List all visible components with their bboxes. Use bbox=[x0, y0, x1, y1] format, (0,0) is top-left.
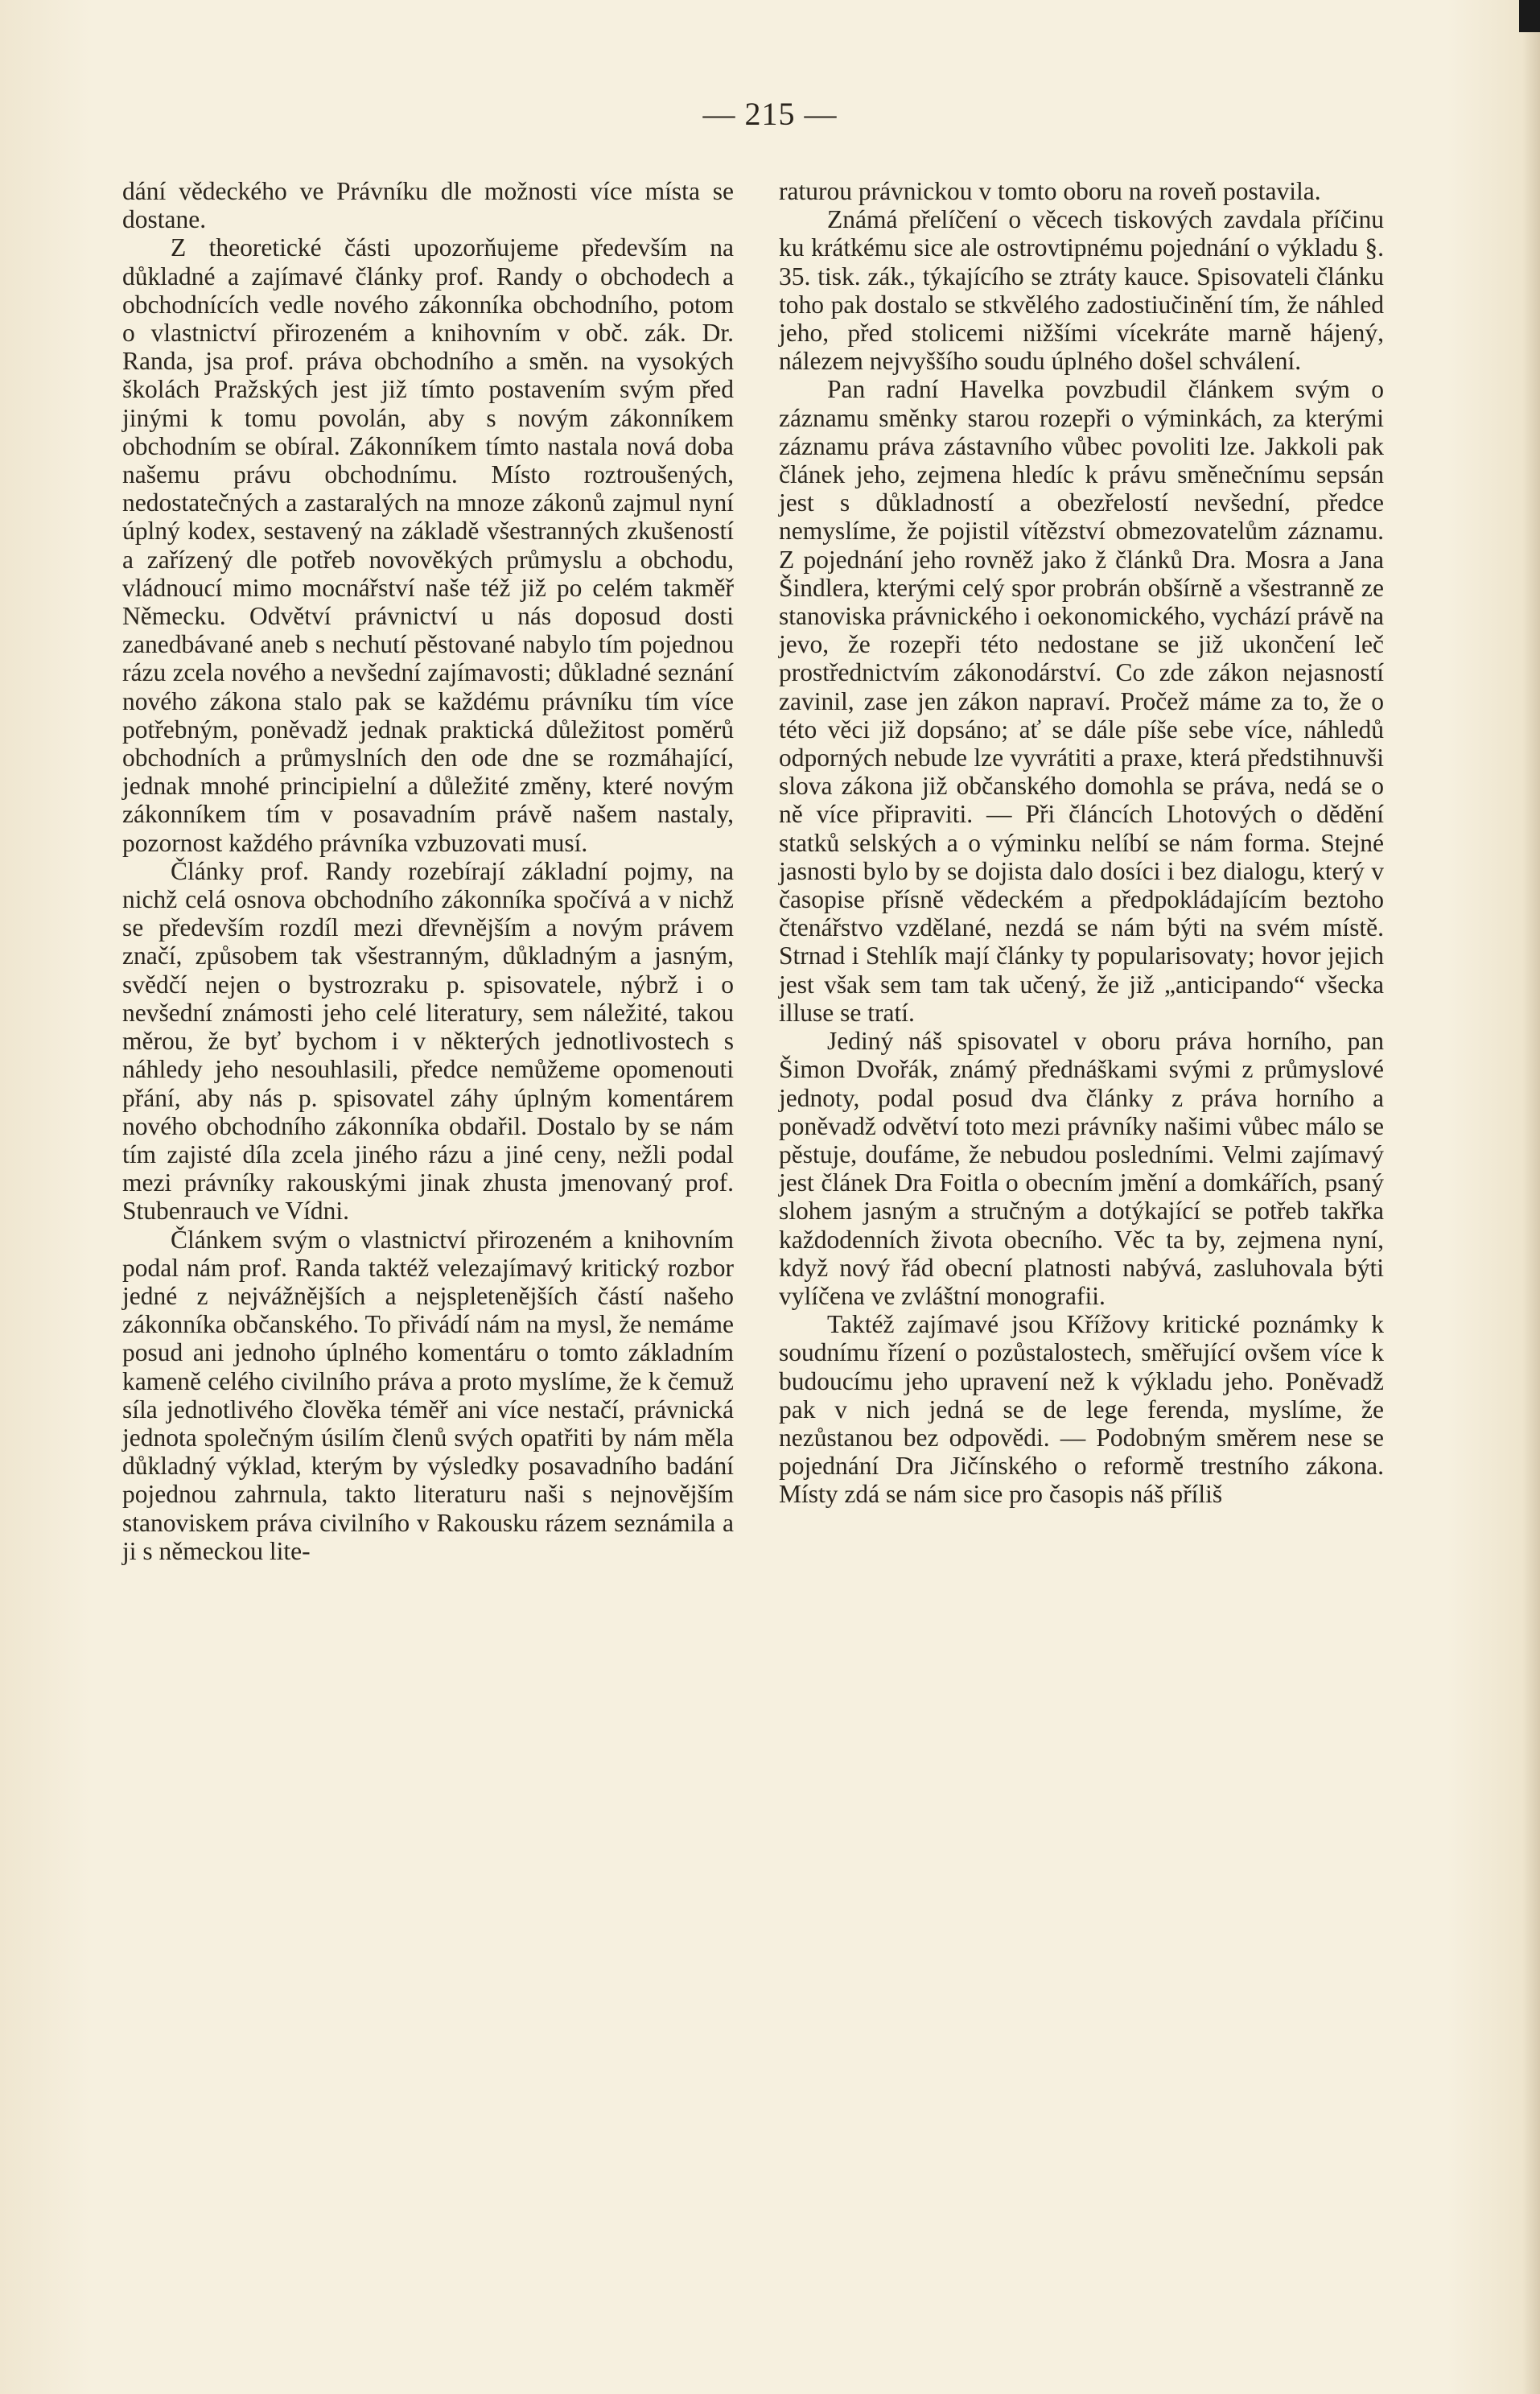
left-column-paragraph: dání vědeckého ve Právníku dle možnosti více místa se dostane. bbox=[122, 177, 734, 234]
left-column-paragraph: Článkem svým o vlastnictví přirozeném a knihovním podal nám prof. Randa taktéž velezajímavý kritický rozbor jedné z nejvážnějších a nejspletenějších částí našeho zákonníka občanského. To přivádí nám na mysl, že nemáme posud ani jednoho úplného komentáru o tomto základním kameně celého civilního práva a proto myslíme, že k čemuž síla jednotlivého člověka téměř ani více nestačí, právnická jednota společným úsilím členů svých opatřiti by nám měla důkladný výklad, kterým by výsledky posavadního badání pojednou zahrnula, takto literaturu naši s nejnovějším stanoviskem práva civilního v Rakousku rázem seznámila a ji s německou lite- bbox=[122, 1225, 734, 1565]
corner-mark bbox=[1519, 0, 1540, 32]
right-column-paragraph: Známá přelíčení o věcech tiskových zavdala příčinu ku krátkému sice ale ostrovtipnému pojednání o výkladu §. 35. tisk. zák., týkajícího se ztráty kauce. Spisovateli článku toho pak dostalo se stkvělého zadostiučinění tím, že náhled jeho, před stolicemi nižšími vícekráte marně hájený, nálezem nejvyššího soudu úplného došel schválení. bbox=[779, 205, 1384, 376]
right-column-paragraph: Pan radní Havelka povzbudil článkem svým o záznamu směnky starou rozepři o výminkách, za kterými záznamu práva zástavního vůbec povoliti lze. Jakkoli pak článek jeho, zejmena hledíc k právu směnečnímu sepsán jest s důkladností a obezřelostí nevšední, předce nemyslíme, že pojistil vítězství obmezovatelům záznamu. Z pojednání jeho rovněž jako ž článků Dra. Mosra a Jana Šindlera, kterými celý spor probrán obšírně a všestranně ze stanoviska právnického i oekonomického, vychází právě na jevo, že rozepři této nedostane se již ukončení leč prostřednictvím zákonodárství. Co zde zákon nejasností zavinil, zase jen zákon napraví. Pročež máme za to, že o této věci již dopsáno; ať se dále píše sebe více, náhledů odporných nebude lze vyvrátiti a praxe, která předstihnuvši slova zákona již občanského domohla se práva, nedá se o ně více připraviti. — Při článcích Lhotových o dědění statků selských a o výminku nelíbí se nám forma. Stejné jasnosti bylo by se dojista dalo dosíci i bez dialogu, který v časopise přísně vědeckém a předpokládajícím beztoho čtenářstvo vzdělané, nezdá se nám býti na svém místě. Strnad i Stehlík mají články ty popularisovaty; hovor jejich jest však sem tam tak učený, že již „anticipando“ všecka illuse se tratí. bbox=[779, 375, 1384, 1027]
page-number: — 215 — bbox=[702, 96, 838, 132]
left-column bbox=[122, 177, 734, 1565]
page-edge-shadow bbox=[1522, 0, 1540, 2394]
left-column-paragraph: Z theoretické části upozorňujeme především na důkladné a zajímavé články prof. Randy o obchodech a obchodnících vedle nového zákonníka obchodního, potom o vlastnictví přirozeném a knihovním v obč. zák. Dr. Randa, jsa prof. práva obchodního a směn. na vysokých školách Pražských jest již tímto postavením svým před jinými k tomu povolán, aby s novým zákonníkem obchodním se obíral. Zákonníkem tímto nastala nová doba našemu právu obchodnímu. Místo roztroušených, nedostatečných a zastaralých na mnoze zákonů zajmul nyní úplný kodex, sestavený na základě všestranných zkušeností a zařízený dle potřeb novověkých průmyslu a obchodu, vládnoucí mimo mocnářství naše též již po celém takměř Německu. Odvětví právnictví u nás doposud dosti zanedbávané aneb s nechutí pěstované nabylo tím pojednou rázu zcela nového a nevšední zajímavosti; důkladné seznání nového zákona stalo pak se každému právníku tím více potřebným, poněvadž jednak praktická důležitost poměrů obchodních a průmyslních den ode dne se rozmáhající, jednak mnohé principielní a důležité změny, které novým zákonníkem tím v posavadním právě našem nastaly, pozornost každého právníka vzbuzovati musí. bbox=[122, 233, 734, 857]
right-column-paragraph: Jediný náš spisovatel v oboru práva horního, pan Šimon Dvořák, známý přednáškami svými z průmyslové jednoty, podal posud dva články z práva horního a poněvadž odvětví toto mezi právníky našimi vůbec málo se pěstuje, doufáme, že nebudou posledními. Velmi zajímavý jest článek Dra Foitla o obecním jmění a domkářích, psaný slohem jasným a stručným a dotýkající se potřeb takřka každodenních života obecního. Věc ta by, zejmena nyní, když nový řád obecní platnosti nabývá, zasluhovala býti vylíčena ve zvláštní monografii. bbox=[779, 1027, 1384, 1310]
left-column-paragraph: Články prof. Randy rozebírají základní pojmy, na nichž celá osnova obchodního zákonníka spočívá a v nichž se především rozdíl mezi dřevnějším a novým právem značí, způsobem tak všestranným, důkladným a jasným, svědčí nejen o bystrozraku p. spisovatele, nýbrž i o nevšední známosti jeho celé literatury, sem náležité, takou měrou, že byť bychom i v některých jednotlivostech s náhledy jeho nesouhlasili, předce nemůžeme opomenouti přání, aby nás p. spisovatel záhy úplným komentárem nového obchodního zákonníka obdařil. Dostalo by se nám tím zajisté díla zcela jiného rázu a jiné ceny, nežli podal mezi právníky rakouskými jinak zhusta jmenovaný prof. Stubenrauch ve Vídni. bbox=[122, 856, 734, 1226]
right-column-paragraph: Taktéž zajímavé jsou Křížovy kritické poznámky k soudnímu řízení o pozůstalostech, směřující ovšem více k budoucímu jeho upravení než k výkladu jeho. Poněvadž pak v nich jedná se de lege ferenda, myslíme, že nezůstanou bez odpovědi. — Podobným směrem nese se pojednání Dra Jičínského o reformě trestního zákona. Místy zdá se nám sice pro časopis náš příliš bbox=[779, 1310, 1384, 1509]
right-column bbox=[779, 177, 1384, 1509]
right-column-paragraph: raturou právnickou v tomto oboru na roveň postavila. bbox=[779, 177, 1321, 205]
